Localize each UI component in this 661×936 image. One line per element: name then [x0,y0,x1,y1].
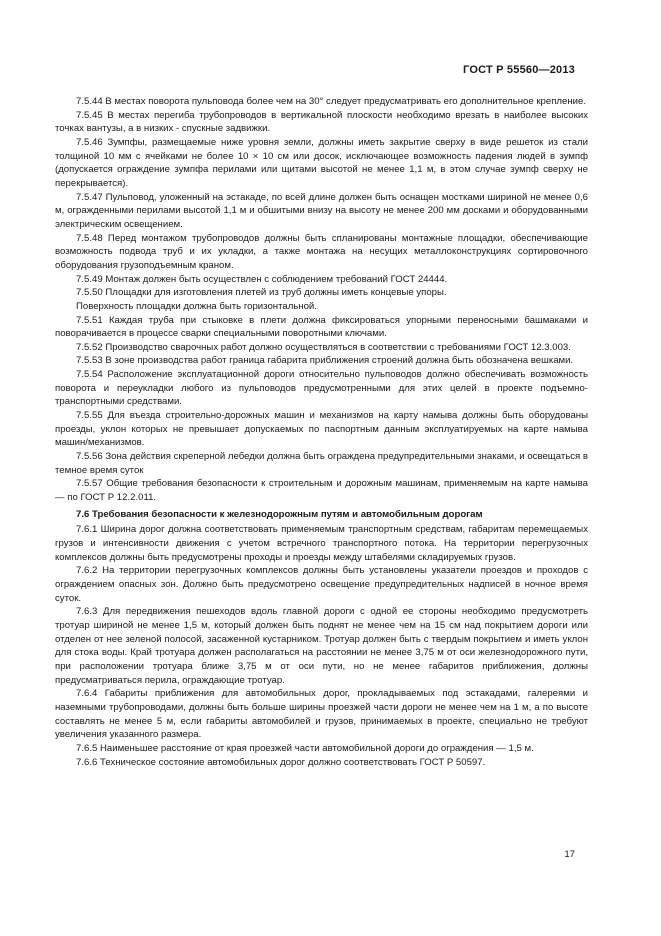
paragraph: 7.5.53 В зоне производства работ граница габарита приближения строений должна быть обозначена вешками. [76,355,574,367]
paragraph: 7.5.44 В местах поворота пульповода более чем на 30° следует предусматривать его дополнительное крепление. [76,96,586,107]
paragraph: 7.5.57 Общие требования безопасности к строительным и дорожным машинам, применяемым на карте намыва — по ГОСТ Р 12.2.011. [55,478,588,504]
paragraph: 7.5.48 Перед монтажом трубопроводов должны быть спланированы монтажные площадки, обеспечивающие возможность подвода труб и их укладки, а также монтажа на несущих металлоконструкциях сортировочного оборудования грузоподъемным краном. [55,232,588,271]
section-heading: 7.6 Требования безопасности к железнодорожным путям и автомобильным дорогам [76,508,483,520]
document-body [55,95,588,769]
paragraph: 7.5.54 Расположение эксплуатационной дороги относительно пульповодов должно обеспечивать возможность поворота и переукладки любого из пульповодов предусмотренными для этих целей в проекте подъемно-транспортными средствами. [55,369,588,408]
paragraph: 7.5.49 Монтаж должен быть осуществлен с соблюдением требований ГОСТ 24444. [76,273,448,285]
document-id: ГОСТ Р 55560—2013 [463,64,575,76]
page-number: 17 [564,849,575,860]
paragraph: 7.5.55 Для въезда строительно-дорожных машин и механизмов на карту намыва должны быть оборудованы проезды, уклон которых не превышает допускаемых по паспортным данным эксплуатируемых на карте намыва машин/механизмов. [55,410,588,449]
paragraph: 7.5.51 Каждая труба при стыковке в плети должна фиксироваться упорными переносными башмаками и поворачивается в процессе сварки специальными поворотными ключами. [55,314,588,340]
paragraph: 7.5.50 Площадки для изготовления плетей из труб должны иметь концевые упоры. [76,287,447,299]
paragraph: 7.5.52 Производство сварочных работ должно осуществляться в соответствии с требованиями ГОСТ 12.3.003. [76,341,571,353]
paragraph: 7.5.56 Зона действия скреперной лебедки должна быть ограждена предупредительными знаками, и освещаться в темное время суток [55,451,588,476]
paragraph: Поверхность площадки должна быть горизонтальной. [76,300,317,312]
paragraph: 7.6.2 На территории перегрузочных комплексов должны быть установлены указатели проездов и проходов с ограждением опасных зон. Должно быть предусмотрено освещение предупредительных надписей в ночное время суток. [55,565,588,604]
paragraph: 7.6.6 Техническое состояние автомобильных дорог должно соответствовать ГОСТ Р 50597. [76,756,486,768]
paragraph: 7.5.45 В местах перегиба трубопроводов в вертикальной плоскости необходимо врезать в наиболее высоких точках вантузы, а в низких - спускные задвижки. [55,109,588,135]
paragraph: 7.6.1 Ширина дорог должна соответствовать применяемым транспортным средствам, габаритам перемещаемых грузов и интенсивности движения с учетом встречного транспортного потока. На территории перегрузочных комплексов должны быть предусмотрены проходы и проезды между штабелями складируемых грузов. [55,524,588,563]
paragraph: 7.5.47 Пульповод, уложенный на эстакаде, по всей длине должен быть оснащен мостками шириной не менее 0,6 м, огражденными перилами высотой 1,1 м и обшитыми внизу на высоту не менее 200 мм досками и оборудованными электрическим освещением. [55,191,588,230]
paragraph: 7.6.3 Для передвижения пешеходов вдоль главной дороги с одной ее стороны необходимо предусмотреть тротуар шириной не менее 1,5 м, который должен быть поднят не менее чем на 15 см над покрытием дороги или отделен от нее зеленой полосой, засаженной кустарником. Тротуар должен быть с твердым покрытием и иметь уклон для стока воды. Край тротуара должен располагаться на расстоянии не менее 3,75 м от оси железнодорожного пути, при расположении тротуара ближе 3,75 м от оси пути, но не менее габаритов приближения, должны предусматриваться перила, ограждающие тротуар. [55,606,588,686]
paragraph: 7.6.5 Наименьшее расстояние от края проезжей части автомобильной дороги до ограждения — 1,5 м. [76,742,534,754]
paragraph: 7.5.46 Зумпфы, размещаемые ниже уровня земли, должны иметь закрытие сверху в виде решеток из стали толщиной 10 мм с ячейками не более 10 × 10 см или досок, исключающее возможность падения людей в зумпф (допускается ограждение зумпфа перилами или щитами высотой не менее 1,1 м, в этом случае зумпф сверху не перекрывается). [55,136,588,189]
paragraph: 7.6.4 Габариты приближения для автомобильных дорог, прокладываемых под эстакадами, галереями и наземными трубопроводами, должны быть больше ширины проезжей части дороги не менее чем на 1 м, а по высоте составлять не менее 5 м, если габариты автомобилей и грузов, принимаемых в проекте, специально не требуют увеличения указанного размера. [55,688,588,741]
